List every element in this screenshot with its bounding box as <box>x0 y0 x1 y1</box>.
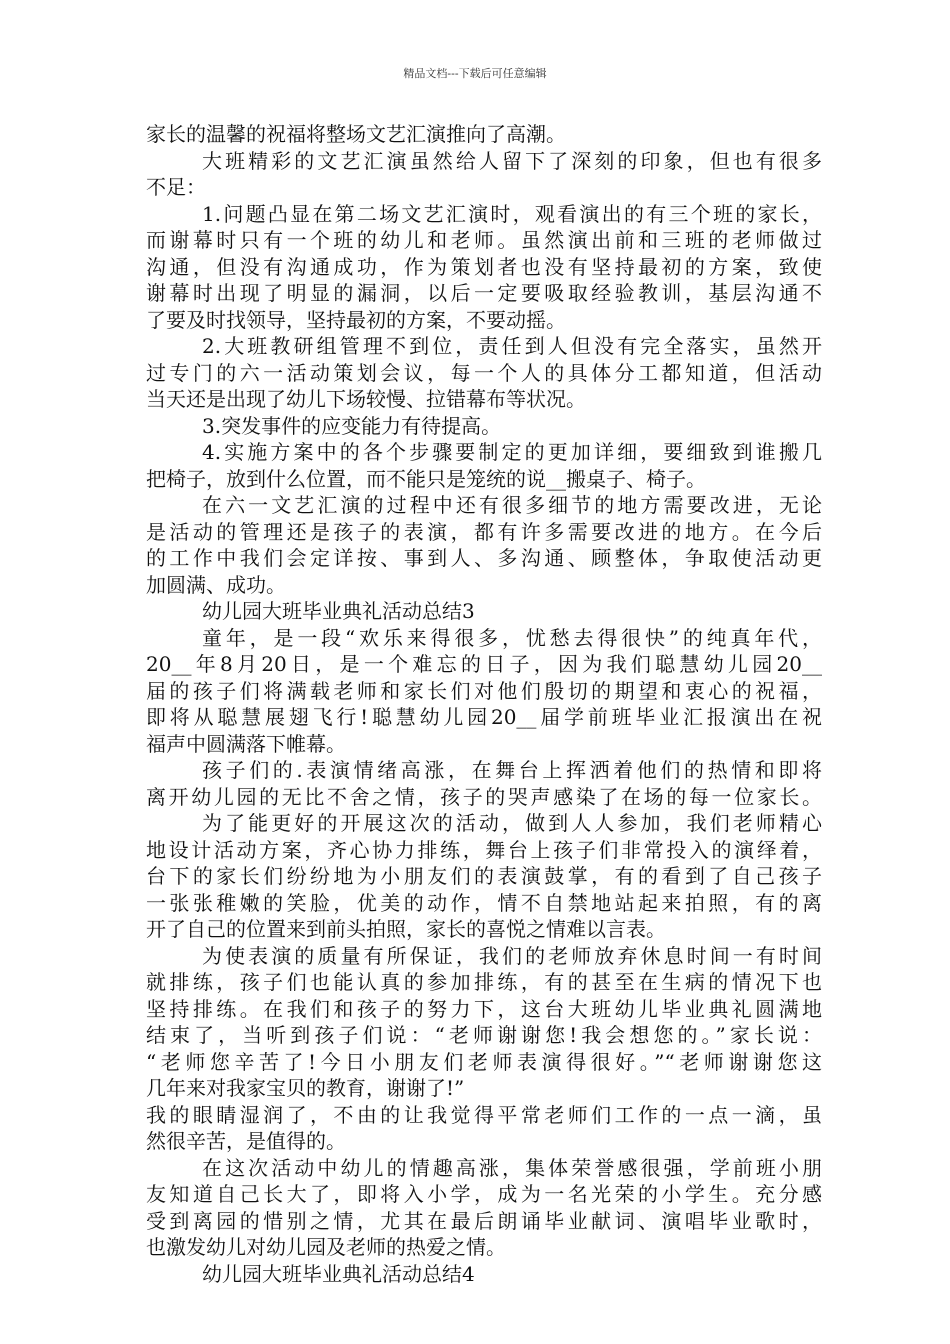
text-line: 家长的温馨的祝福将整场文艺汇演推向了高潮。 <box>146 122 566 146</box>
text-line: 童年，是一段“欢乐来得很多，忧愁去得很快”的纯真年代， <box>202 625 822 650</box>
text-line: 结束了，当听到孩子们说：“老师谢谢您!我会想您的。”家长说： <box>146 1023 822 1047</box>
text-line: 幼儿园大班毕业典礼活动总结3 <box>202 599 475 623</box>
text-line: 在这次活动中幼儿的情趣高涨，集体荣誉感很强，学前班小朋 <box>202 1155 822 1180</box>
text-line: 的工作中我们会定详按、事到人、多沟通、顾整体，争取使活动更 <box>146 546 822 570</box>
text-line: 而谢幕时只有一个班的幼儿和老师。虽然演出前和三班的老师做过 <box>146 228 822 252</box>
text-line: 了要及时找领导，坚持最初的方案，不要动摇。 <box>146 307 566 332</box>
text-line: 把椅子，放到什么位置，而不能只是笼统的说__搬桌子、椅子。 <box>146 466 706 491</box>
text-line: 1.问题凸显在第二场文艺汇演时，观看演出的有三个班的家长， <box>202 201 822 226</box>
text-line: 为使表演的质量有所保证，我们的老师放弃休息时间一有时间 <box>202 943 822 968</box>
document-body <box>146 121 822 1287</box>
text-line: 然很辛苦，是值得的。 <box>146 1129 346 1153</box>
text-line: 加圆满、成功。 <box>146 572 286 597</box>
text-line: 幼儿园大班毕业典礼活动总结4 <box>202 1261 475 1286</box>
text-line: 一张张稚嫩的笑脸，优美的动作，情不自禁地站起来拍照，有的离 <box>146 890 822 915</box>
page-header: 精品文档---下载后可任意编辑 <box>403 67 547 80</box>
text-line: 不足： <box>146 175 206 199</box>
text-line: 过专门的六一活动策划会议，每一个人的具体分工都知道，但活动 <box>146 360 822 385</box>
text-line: 友知道自己长大了，即将入小学，成为一名光荣的小学生。充分感 <box>146 1182 822 1206</box>
text-line: 20__年8月20日，是一个难忘的日子，因为我们聪慧幼儿园20__ <box>146 652 822 676</box>
text-line: 也激发幼儿对幼儿园及老师的热爱之情。 <box>146 1235 506 1259</box>
text-line: “老师您辛苦了!今日小朋友们老师表演得很好。”“老师谢谢您这 <box>146 1049 822 1074</box>
text-line: 4.实施方案中的各个步骤要制定的更加详细，要细致到谁搬几 <box>202 440 822 464</box>
text-line: 福声中圆满落下帷幕。 <box>146 731 346 756</box>
text-line: 当天还是出现了幼儿下场较慢、拉错幕布等状况。 <box>146 387 586 411</box>
text-line: 就排练，孩子们也能认真的参加排练，有的甚至在生病的情况下也 <box>146 970 822 994</box>
text-line: 大班精彩的文艺汇演虽然给人留下了深刻的印象，但也有很多 <box>202 148 822 173</box>
text-line: 3.突发事件的应变能力有待提高。 <box>202 413 502 438</box>
text-line: 2.大班教研组管理不到位，责任到人但没有完全落实，虽然开 <box>202 334 822 358</box>
text-line: 地设计活动方案，齐心协力排练，舞台上孩子们非常投入的演绎着， <box>146 837 822 862</box>
text-line: 是活动的管理还是孩子的表演，都有许多需要改进的地方。在今后 <box>146 519 822 544</box>
text-line: 台下的家长们纷纷地为小朋友们的表演鼓掌，有的看到了自己孩子 <box>146 864 822 888</box>
text-line: 孩子们的.表演情绪高涨，在舞台上挥洒着他们的热情和即将 <box>202 758 822 782</box>
text-line: 受到离园的惜别之情，尤其在最后朗诵毕业献词、演唱毕业歌时， <box>146 1208 822 1233</box>
text-line: 我的眼睛湿润了，不由的让我觉得平常老师们工作的一点一滴，虽 <box>146 1102 822 1127</box>
text-line: 为了能更好的开展这次的活动，做到人人参加，我们老师精心 <box>202 811 822 835</box>
text-line: 在六一文艺汇演的过程中还有很多细节的地方需要改进，无论 <box>202 493 822 517</box>
text-line: 沟通，但没有沟通成功，作为策划者也没有坚持最初的方案，致使 <box>146 254 822 279</box>
text-line: 开了自己的位置来到前头拍照，家长的喜悦之情难以言表。 <box>146 917 666 941</box>
text-line: 坚持排练。在我们和孩子的努力下，这台大班幼儿毕业典礼圆满地 <box>146 996 822 1021</box>
text-line: 届的孩子们将满载老师和家长们对他们殷切的期望和衷心的祝福， <box>146 678 822 703</box>
text-line: 几年来对我家宝贝的教育，谢谢了!” <box>146 1076 465 1100</box>
text-line: 即将从聪慧展翅飞行!聪慧幼儿园20__届学前班毕业汇报演出在祝 <box>146 705 822 729</box>
text-line: 离开幼儿园的无比不舍之情，孩子的哭声感染了在场的每一位家长。 <box>146 784 822 809</box>
text-line: 谢幕时出现了明显的漏洞，以后一定要吸取经验教训，基层沟通不 <box>146 281 822 305</box>
